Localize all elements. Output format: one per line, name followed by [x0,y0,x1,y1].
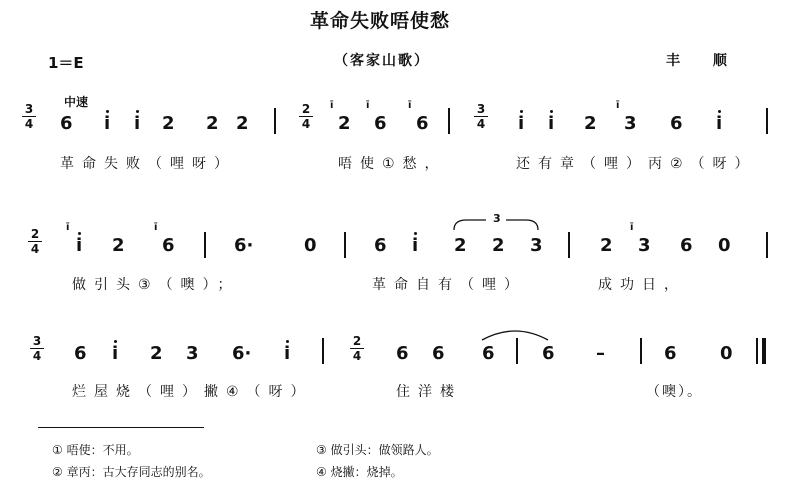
time-signature-2-4: 2 4 [28,228,42,255]
note: 2 [584,113,597,134]
footnote-divider [38,427,204,428]
lyric-line2-b: 革命自有（哩） [372,277,526,293]
note: 6 [670,113,683,134]
subtitle: （客家山歌） [334,53,430,69]
note: i [104,113,111,134]
note: 3 [530,235,543,256]
note: 3 [186,343,199,364]
time-signature-2-4: 2 4 [299,103,313,130]
note: i [134,113,141,134]
grace-note: ī [630,222,634,233]
note: i [284,343,291,364]
note: 2 [600,235,613,256]
note: 2 [150,343,163,364]
octave-dot [106,110,109,113]
lyric-line2-c: 成功日， [598,277,686,293]
note: 6 [60,113,73,134]
footnote-1: ① 唔使：不用。 [52,443,139,457]
triplet-number: 3 [493,212,501,225]
final-barline-thin [756,338,758,364]
note: i [412,235,419,256]
barline [516,338,518,364]
note: 0 [304,235,317,256]
note: 2 [454,235,467,256]
grace-note: ī [154,222,158,233]
grace-note: ī [408,100,412,111]
note: 2 [236,113,249,134]
octave-dot [114,340,117,343]
lyric-line2-a: 做引头③（噢）； [72,277,240,293]
note: 6 [432,343,445,364]
note: 3 [624,113,637,134]
note: 6 [374,113,387,134]
time-signature-3-4: 3 4 [30,335,44,362]
note: 6 [416,113,429,134]
note: 2 [162,113,175,134]
note: i [518,113,525,134]
octave-dot [550,110,553,113]
grace-note: ī [66,222,70,233]
lyric-line1-b: 唔使①愁， [338,156,447,172]
note: 2 [338,113,351,134]
barline [448,108,450,134]
final-barline-thick [762,338,766,364]
grace-note: ī [366,100,370,111]
footnote-3: ③ 做引头：做领路人。 [316,443,439,457]
note: i [548,113,555,134]
barline [568,232,570,258]
note: 2 [206,113,219,134]
note: 2 [112,235,125,256]
key-signature: 1＝E [48,54,84,72]
note: 0 [720,343,733,364]
page-title: 革命失败唔使愁 [310,10,451,32]
note: 6 [680,235,693,256]
barline [322,338,324,364]
barline [766,108,768,134]
octave-dot [78,232,81,235]
note: 0 [718,235,731,256]
time-signature-3-4: 3 4 [474,103,488,130]
note: 2 [492,235,505,256]
barline [344,232,346,258]
octave-dot [520,110,523,113]
note: 6 [664,343,677,364]
footnote-2: ② 章丙：古大存同志的别名。 [52,465,211,479]
lyric-line1-c: 还有章（哩）丙②（呀） [516,156,757,172]
octave-dot [136,110,139,113]
lyric-line3-b: 住洋楼 [396,384,462,400]
note: 6 [374,235,387,256]
lyric-line3-c: （噢）。 [646,384,703,400]
barline [640,338,642,364]
grace-note: ī [330,100,334,111]
note: 6· [232,343,252,364]
note: 6· [234,235,254,256]
octave-dot [718,110,721,113]
note: 6 [482,343,495,364]
octave-dot [286,340,289,343]
dash: – [596,343,605,364]
barline [274,108,276,134]
note: 6 [162,235,175,256]
grace-note: ī [616,100,620,111]
barline [204,232,206,258]
note: 6 [396,343,409,364]
time-signature-3-4: 3 4 [22,103,36,130]
barline [766,232,768,258]
note: i [716,113,723,134]
footnote-4: ④ 烧撇：烧掉。 [316,465,403,479]
octave-dot [414,232,417,235]
lyric-line1-a: 革命失败（哩呀） [60,156,236,172]
note: 6 [542,343,555,364]
author: 丰 顺 [666,53,741,69]
tempo-marking: 中速 [64,95,89,109]
lyric-line3-a: 烂屋烧（哩）撇④（呀） [72,384,313,400]
time-signature-2-4: 2 4 [350,335,364,362]
note: 6 [74,343,87,364]
note: 3 [638,235,651,256]
note: i [76,235,83,256]
note: i [112,343,119,364]
tie-arc [478,326,552,342]
